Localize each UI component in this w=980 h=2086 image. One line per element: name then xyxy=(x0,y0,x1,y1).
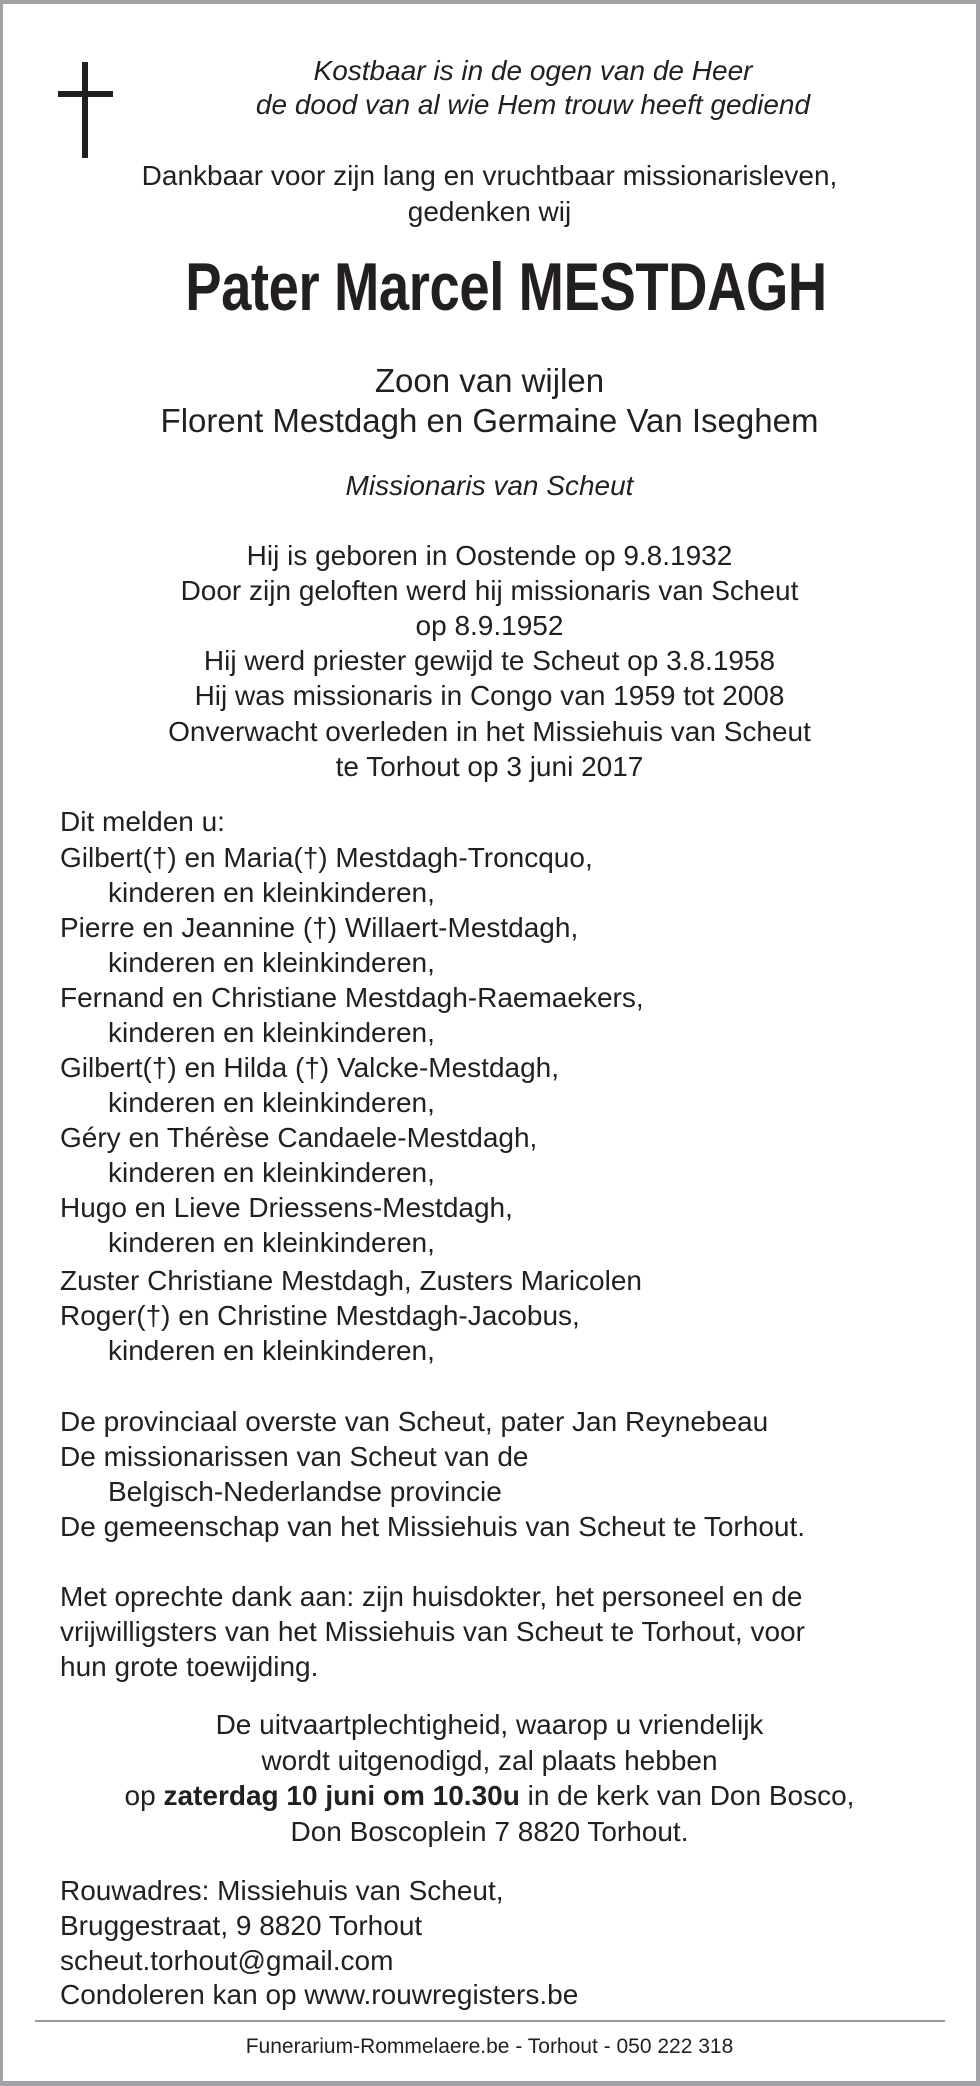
obituary-card xyxy=(3,4,976,2081)
mourning-address-line-2: Bruggestraat, 9 8820 Torhout xyxy=(60,1910,423,1941)
cross-horizontal-bar xyxy=(58,91,113,97)
biography-line: Hij is geboren in Oostende op 9.8.1932 xyxy=(246,540,733,571)
intro-line-1: Dankbaar voor zijn lang en vruchtbaar missionarisleven, xyxy=(141,160,838,191)
biography-line: op 8.9.1952 xyxy=(415,610,564,641)
deceased-name-text: Pater Marcel MESTDAGH xyxy=(185,249,827,325)
funeral-line-4: Don Boscoplein 7 8820 Torhout. xyxy=(290,1816,689,1847)
community-line: De missionarissen van Scheut van de xyxy=(60,1441,529,1472)
intro-line-2: gedenken wij xyxy=(407,196,572,227)
announcer-line: Géry en Thérèse Candaele-Mestdagh, xyxy=(60,1122,538,1153)
funeral-line-2: wordt uitgenodigd, zal plaats hebben xyxy=(261,1745,718,1776)
scripture-line-1: Kostbaar is in de ogen van de Heer xyxy=(313,55,753,86)
community-line: Belgisch-Nederlandse provincie xyxy=(108,1476,502,1507)
biography-line: Hij was missionaris in Congo van 1959 tot 2008 xyxy=(194,680,785,711)
biography-line: te Torhout op 3 juni 2017 xyxy=(335,751,644,782)
thanks-line: hun grote toewijding. xyxy=(60,1651,319,1682)
contact-email[interactable]: scheut.torhout@gmail.com xyxy=(60,1945,394,1976)
condolences-link[interactable]: Condoleren kan op www.rouwregisters.be xyxy=(60,1979,579,2010)
community-line: De provinciaal overste van Scheut, pater Jan Reynebeau xyxy=(60,1406,769,1437)
mourning-address-line-1: Rouwadres: Missiehuis van Scheut, xyxy=(60,1875,504,1906)
announcer-line: Zuster Christiane Mestdagh, Zusters Maricolen xyxy=(60,1265,642,1296)
biography-line: Door zijn geloften werd hij missionaris van Scheut xyxy=(180,575,799,606)
scripture-line-2: de dood van al wie Hem trouw heeft gediend xyxy=(255,89,811,120)
funeral-line-1: De uitvaartplechtigheid, waarop u vriendelijk xyxy=(215,1709,764,1740)
biography-line: Onverwacht overleden in het Missiehuis van Scheut xyxy=(168,716,811,747)
deceased-name xyxy=(3,249,980,325)
cross-vertical-bar xyxy=(82,62,88,158)
announcer-line: Gilbert(†) en Maria(†) Mestdagh-Troncquo, xyxy=(60,842,593,873)
announcer-line: kinderen en kleinkinderen, xyxy=(108,1087,435,1118)
funeral-line-3-post: in de kerk van Don Bosco, xyxy=(519,1780,855,1811)
footer-divider xyxy=(35,2020,945,2022)
funeral-home-footer: Funerarium-Rommelaere.be - Torhout - 050 222 318 xyxy=(245,2035,734,2058)
announcer-line: Gilbert(†) en Hilda (†) Valcke-Mestdagh, xyxy=(60,1052,560,1083)
congregation: Missionaris van Scheut xyxy=(345,470,634,501)
community-line: De gemeenschap van het Missiehuis van Scheut te Torhout. xyxy=(60,1511,806,1542)
announcer-line: kinderen en kleinkinderen, xyxy=(108,1017,435,1048)
announcer-line: kinderen en kleinkinderen, xyxy=(108,1227,435,1258)
announcers-heading: Dit melden u: xyxy=(60,806,225,837)
announcer-line: kinderen en kleinkinderen, xyxy=(108,1335,435,1366)
parents-line-2: Florent Mestdagh en Germaine Van Iseghem xyxy=(160,402,819,439)
biography-line: Hij werd priester gewijd te Scheut op 3.8.1958 xyxy=(203,645,776,676)
announcer-line: Fernand en Christiane Mestdagh-Raemaekers, xyxy=(60,982,644,1013)
announcer-line: Roger(†) en Christine Mestdagh-Jacobus, xyxy=(60,1300,580,1331)
announcer-line: kinderen en kleinkinderen, xyxy=(108,1157,435,1188)
funeral-line-3 xyxy=(3,1778,976,1813)
parents-line-1: Zoon van wijlen xyxy=(374,362,605,399)
announcer-line: kinderen en kleinkinderen, xyxy=(108,947,435,978)
thanks-line: vrijwilligsters van het Missiehuis van Scheut te Torhout, voor xyxy=(60,1616,805,1647)
thanks-line: Met oprechte dank aan: zijn huisdokter, het personeel en de xyxy=(60,1581,803,1612)
announcer-line: Hugo en Lieve Driessens-Mestdagh, xyxy=(60,1192,513,1223)
announcer-line: kinderen en kleinkinderen, xyxy=(108,877,435,908)
funeral-datetime: zaterdag 10 juni om 10.30u xyxy=(163,1780,520,1811)
announcer-line: Pierre en Jeannine (†) Willaert-Mestdagh, xyxy=(60,912,579,943)
funeral-line-3-pre: op xyxy=(124,1780,164,1811)
